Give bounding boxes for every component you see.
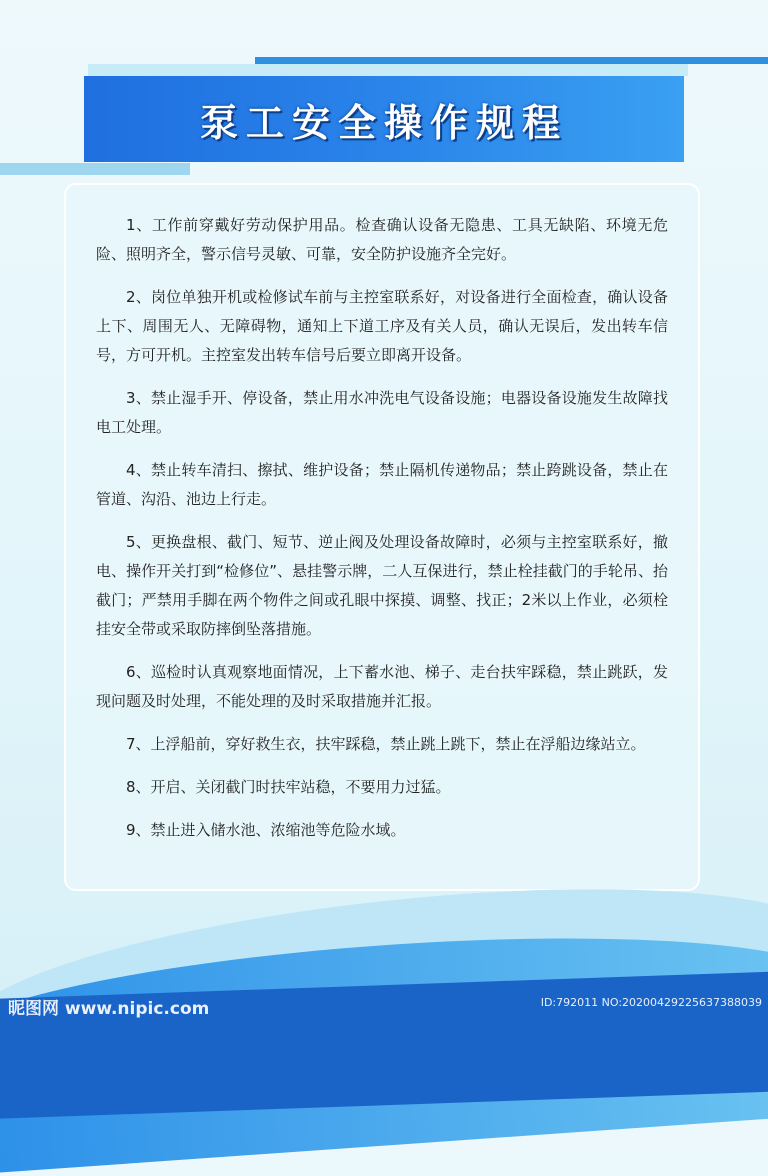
rule-item-1: 1、工作前穿戴好劳动保护用品。检查确认设备无隐患、工具无缺陷、环境无危险、照明齐全，警示信号灵敏、可靠，安全防护设施齐全完好。 xyxy=(96,216,668,263)
left-accent-bar xyxy=(0,163,190,175)
rule-item-6: 6、巡检时认真观察地面情况，上下蓄水池、梯子、走台扶牢踩稳，禁止跳跃，发现问题及时处理，不能处理的及时采取措施并汇报。 xyxy=(96,663,668,710)
rule-item-3: 3、禁止湿手开、停设备，禁止用水冲洗电气设备设施；电器设备设施发生故障找电工处理。 xyxy=(96,389,668,436)
title-frame-strip xyxy=(88,64,688,76)
rules-panel xyxy=(64,183,700,891)
top-accent-line xyxy=(255,57,768,64)
title-banner xyxy=(84,76,684,162)
watermark-id: ID:792011 NO:20200429225637388039 xyxy=(540,996,762,1009)
rule-item-4: 4、禁止转车清扫、擦拭、维护设备；禁止隔机传递物品；禁止跨跳设备，禁止在管道、沟沿、池边上行走。 xyxy=(96,461,668,508)
watermark-site: 昵图网 www.nipic.com xyxy=(8,999,210,1019)
page-title: 泵工安全操作规程 xyxy=(199,100,568,145)
rule-item-9: 9、禁止进入储水池、浓缩池等危险水域。 xyxy=(126,821,406,839)
rule-item-5: 5、更换盘根、截门、短节、逆止阀及处理设备故障时，必须与主控室联系好，撤电、操作开关打到“检修位”、悬挂警示牌，二人互保进行，禁止栓挂截门的手轮吊、抬截门；严禁用手脚在两个物件之间或孔眼中探摸、调整、找正；2米以上作业，必须栓挂安全带或采取防摔倒坠落措施。 xyxy=(96,533,668,638)
rule-item-8: 8、开启、关闭截门时扶牢站稳，不要用力过猛。 xyxy=(126,778,451,796)
rule-item-7: 7、上浮船前，穿好救生衣，扶牢踩稳，禁止跳上跳下，禁止在浮船边缘站立。 xyxy=(126,735,646,753)
rule-item-2: 2、岗位单独开机或检修试车前与主控室联系好，对设备进行全面检查，确认设备上下、周围无人、无障碍物，通知上下道工序及有关人员，确认无误后，发出转车信号，方可开机。主控室发出转车信号后要立即离开设备。 xyxy=(96,288,668,364)
